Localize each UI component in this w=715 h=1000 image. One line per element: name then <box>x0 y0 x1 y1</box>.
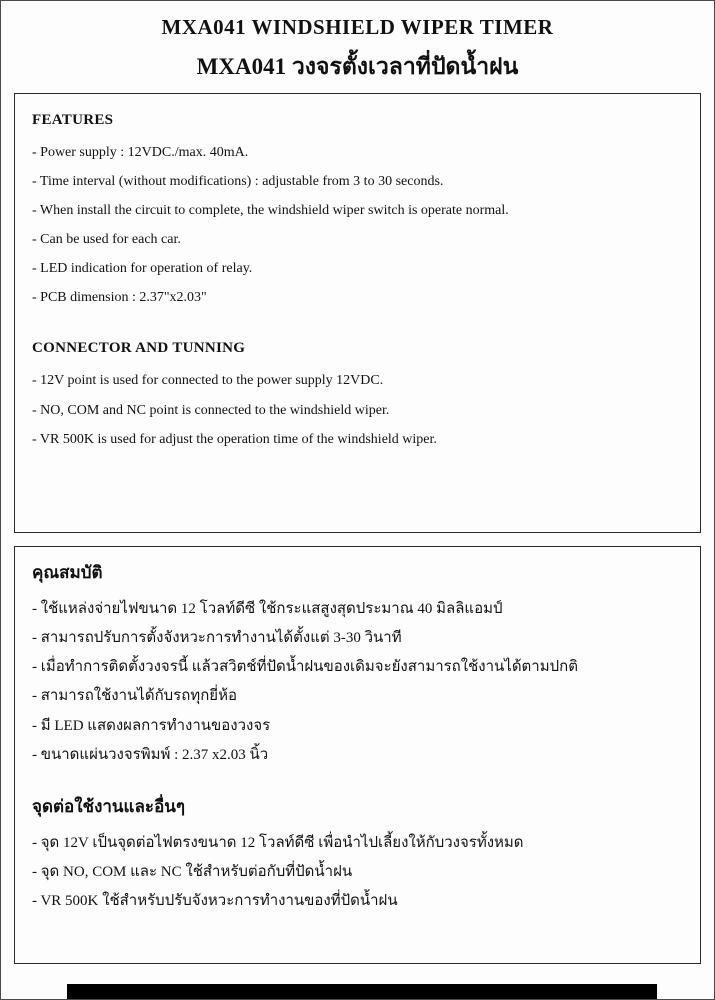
feature-item: - LED indication for operation of relay. <box>32 261 253 277</box>
connector-heading: CONNECTOR AND TUNNING <box>32 340 246 357</box>
thai-features-heading: คุณสมบัติ <box>32 562 103 582</box>
thai-feature-item: - สามารถปรับการตั้งจังหวะการทำงานได้ตั้งแต่ 3-30 วินาที <box>32 629 402 646</box>
thai-feature-item: - ขนาดแผ่นวงจรพิมพ์ : 2.37 x2.03 นิ้ว <box>32 746 269 763</box>
feature-item: - Power supply : 12VDC./max. 40mA. <box>32 144 249 160</box>
thai-connection-item: - จุด 12V เป็นจุดต่อไฟตรงขนาด 12 โวลท์ดีซี เพื่อนำไปเลี้ยงให้กับวงจรทั้งหมด <box>32 834 524 851</box>
footer-bar <box>67 984 657 999</box>
feature-item: - Time interval (without modifications) : adjustable from 3 to 30 seconds. <box>32 173 444 189</box>
features-heading: FEATURES <box>32 111 114 128</box>
thai-feature-item: - เมื่อทำการติดตั้งวงจรนี้ แล้วสวิตช์ที่ปัดน้ำฝนของเดิมจะยังสามารถใช้งานได้ตามปกติ <box>32 659 578 676</box>
thai-feature-item: - มี LED แสดงผลการทำงานของวงจร <box>32 717 271 734</box>
connector-item: - VR 500K is used for adjust the operation time of the windshield wiper. <box>32 431 437 447</box>
thai-connection-item: - จุด NO, COM และ NC ใช้สำหรับต่อกับที่ปัดน้ำฝน <box>32 864 353 881</box>
connector-item: - 12V point is used for connected to the power supply 12VDC. <box>32 373 384 389</box>
english-section <box>14 93 701 533</box>
connector-item: - NO, COM and NC point is connected to the windshield wiper. <box>32 402 390 418</box>
title-english: MXA041 WINDSHIELD WIPER TIMER <box>161 15 554 39</box>
thai-section <box>14 546 701 964</box>
feature-item: - PCB dimension : 2.37"x2.03" <box>32 290 207 306</box>
feature-item: - Can be used for each car. <box>32 232 181 248</box>
thai-connection-item: - VR 500K ใช้สำหรับปรับจังหวะการทำงานของที่ปัดน้ำฝน <box>32 893 398 910</box>
thai-feature-item: - ใช้แหล่งจ่ายไฟขนาด 12 โวลท์ดีซี ใช้กระแสสูงสุดประมาณ 40 มิลลิแอมป์ <box>32 600 503 617</box>
document-header <box>1 1 714 82</box>
title-thai: MXA041 วงจรตั้งเวลาที่ปัดน้ำฝน <box>196 54 519 79</box>
thai-connections-heading: จุดต่อใช้งานและอื่นๆ <box>32 797 186 817</box>
thai-feature-item: - สามารถใช้งานได้กับรถทุกยี่ห้อ <box>32 688 237 705</box>
feature-item: - When install the circuit to complete, the windshield wiper switch is operate normal. <box>32 203 509 219</box>
